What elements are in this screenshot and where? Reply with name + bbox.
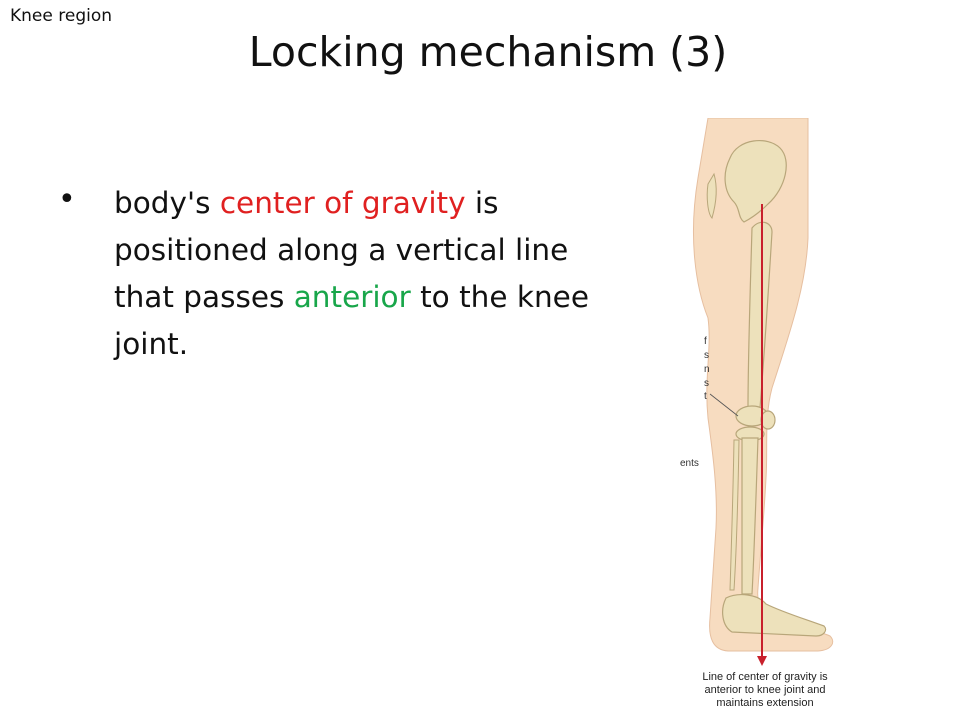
slide-title: Locking mechanism (3)	[248, 28, 728, 76]
gravity-line-arrowhead	[757, 656, 767, 666]
bullet-text	[114, 180, 614, 368]
partial-label-2: s	[704, 350, 709, 361]
bullet-text-part3: to the knee joint.	[114, 280, 589, 361]
caption-line-1: Line of center of gravity is	[702, 671, 828, 683]
patella-bone	[761, 411, 775, 429]
foot-bones	[723, 595, 826, 636]
partial-label-1: f	[704, 336, 707, 347]
bullet-marker: •	[58, 182, 76, 217]
caption-line-2: anterior to knee joint and	[704, 684, 826, 696]
leg-skeleton-illustration	[668, 118, 840, 718]
partial-label-4: s	[704, 378, 709, 389]
highlight-center-of-gravity: center of gravity	[219, 186, 466, 220]
bullet-text-part2: is positioned along a vertical line that passes	[114, 186, 569, 314]
partial-label-5: t	[704, 391, 707, 402]
figure-caption	[680, 671, 850, 710]
bullet-text-part1: body's	[114, 186, 220, 220]
region-tag: Knee region	[10, 6, 113, 26]
partial-label-3: n	[704, 364, 710, 375]
highlight-anterior: anterior	[293, 280, 411, 314]
caption-line-3: maintains extension	[716, 697, 814, 709]
partial-label-6: ents	[680, 458, 699, 469]
